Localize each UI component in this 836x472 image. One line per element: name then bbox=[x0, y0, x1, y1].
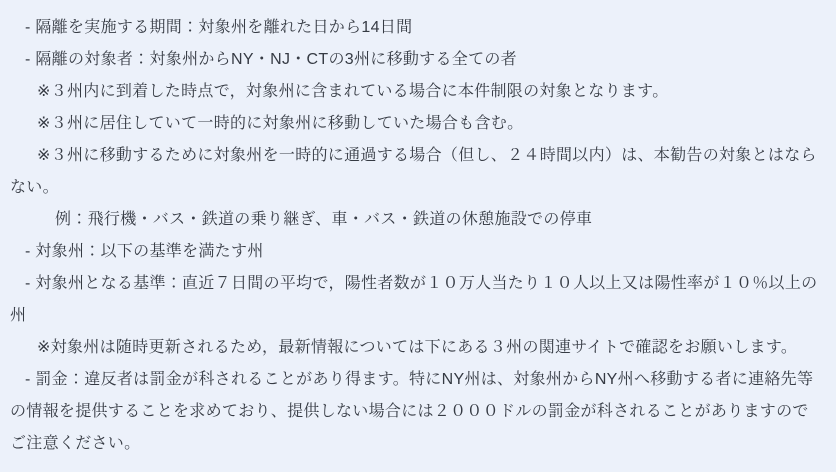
note-transit-exception-cont: ない。 bbox=[10, 179, 59, 196]
note-residents-of-3-states: ※３州に居住していて一時的に対象州に移動していた場合も含む。 bbox=[37, 115, 524, 132]
line-target-state-criteria-cont: 州 bbox=[10, 307, 27, 324]
line-fines: - 罰金：違反者は罰金が科されることがあり得ます。特にNY州は、対象州からNY州へ移動する者に連絡先等 bbox=[25, 371, 814, 388]
line-target-state-criteria: - 対象州となる基準：直近７日間の平均で，陽性者数が１０万人当たり１０人以上又は陽性率が１０％以上の bbox=[25, 275, 818, 292]
line-fines-cont: の情報を提供することを求めており、提供しない場合には２０００ドルの罰金が科されることがありますので bbox=[10, 403, 809, 420]
note-transit-exception: ※３州に移動するために対象州を一時的に通過する場合（但し、２４時間以内）は、本勧告の対象とはなら bbox=[37, 147, 817, 164]
line-fines-cont-2: ご注意ください。 bbox=[10, 435, 141, 452]
note-target-states-updated: ※対象州は随時更新されるため，最新情報については下にある３州の関連サイトで確認をお願いします。 bbox=[37, 339, 798, 356]
line-transit-examples: 例：飛行機・バス・鉄道の乗り継ぎ、車・バス・鉄道の休憩施設での停車 bbox=[55, 211, 593, 228]
note-arrival-in-3-states: ※３州内に到着した時点で，対象州に含まれている場合に本件制限の対象となります。 bbox=[37, 83, 669, 100]
line-target-states: - 対象州：以下の基準を満たす州 bbox=[25, 243, 264, 260]
line-quarantine-period: - 隔離を実施する期間：対象州を離れた日から14日間 bbox=[25, 19, 413, 36]
line-quarantine-subjects: - 隔離の対象者：対象州からNY・NJ・CTの3州に移動する全ての者 bbox=[25, 51, 517, 68]
